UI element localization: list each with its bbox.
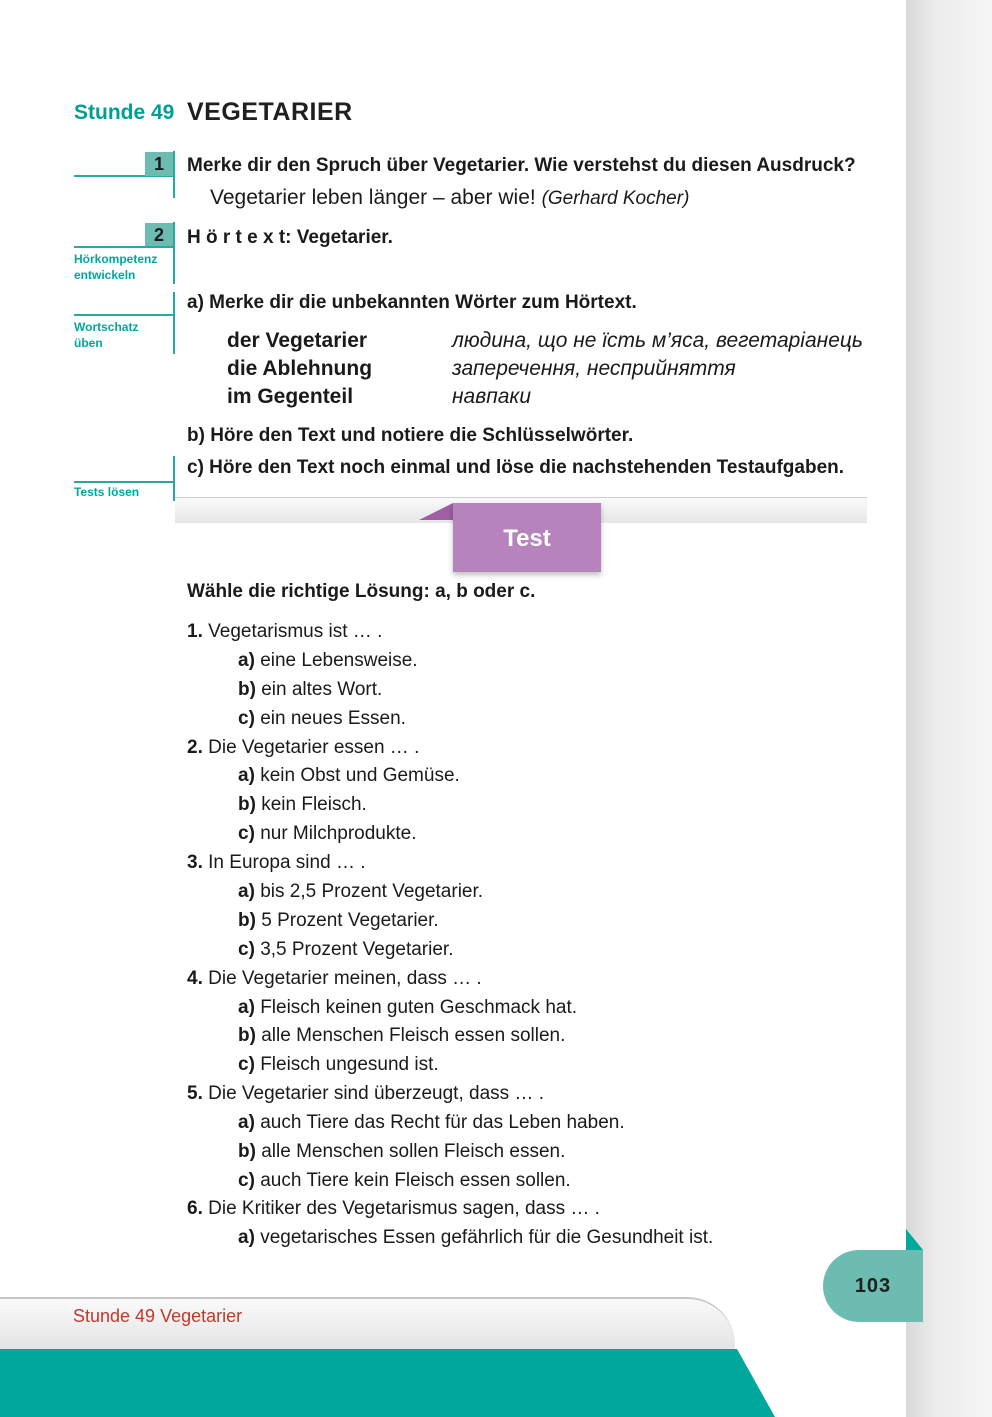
answer-option [238,1025,565,1047]
option-letter: b) [238,794,256,815]
option-letter: c) [238,1054,255,1075]
answer-option [238,881,483,903]
option-text: nur Milchprodukte. [260,823,417,844]
sidebar-vline-3 [173,292,175,354]
answer-option [238,910,439,932]
vocab-translation: навпаки [452,385,532,408]
option-text: ein altes Wort. [261,679,383,700]
answer-option [238,679,382,701]
option-text: alle Menschen Fleisch essen sollen. [261,1025,566,1046]
option-letter: c) [238,939,255,960]
option-text: Fleisch ungesund ist. [260,1054,439,1075]
option-text: 3,5 Prozent Vegetarier. [260,939,454,960]
page-edge-shadow [906,0,992,1417]
option-text: eine Lebensweise. [260,650,418,671]
option-letter: b) [238,1025,256,1046]
question-number: 2. [187,737,203,758]
option-letter: c) [238,1170,255,1191]
task2-a-instruction: a) Merke dir die unbekannten Wörter zum Hörtext. [187,292,637,313]
page-number-badge [823,1250,923,1322]
question-text: Die Vegetarier meinen, dass … . [208,968,482,989]
quote-text: Vegetarier leben länger – aber wie! [210,186,536,209]
lesson-label: Stunde 49 [74,101,175,124]
question-1 [187,621,382,643]
skill-vocab-line-2: üben [74,336,103,350]
page-title: VEGETARIER [187,98,353,126]
answer-option [238,1227,713,1249]
answer-option [238,1054,439,1076]
option-text: vegetarisches Essen gefährlich für die Gesundheit ist. [260,1227,714,1248]
option-letter: b) [238,910,256,931]
answer-option [238,997,577,1019]
option-letter: a) [238,881,255,902]
answer-option [238,708,406,730]
vocab-word: die Ablehnung [227,357,373,380]
option-letter: a) [238,997,255,1018]
vocab-word: im Gegenteil [227,385,354,408]
page-number: 103 [823,1250,923,1322]
test-tab-fold [419,503,453,520]
task1-quote [210,186,689,210]
answer-option [238,939,453,961]
question-number: 3. [187,852,203,873]
skill-listening-line-2: entwickeln [74,268,136,282]
answer-option [238,1170,571,1192]
exercise-number-1: 1 [145,152,173,176]
option-text: auch Tiere kein Fleisch essen sollen. [260,1170,571,1191]
option-text: alle Menschen sollen Fleisch essen. [261,1141,566,1162]
answer-option [238,794,367,816]
sidebar-vline-1 [173,151,175,198]
option-text: kein Obst und Gemüse. [260,765,460,786]
sidebar-vline-4 [173,456,175,501]
option-letter: b) [238,1141,256,1162]
test-tab: Test [453,503,601,572]
test-instruction: Wähle die richtige Lösung: a, b oder c. [187,581,536,602]
vocab-word: der Vegetarier [227,329,368,352]
vocab-translation: людина, що не їсть м’яса, вегетаріанець [452,329,863,352]
answer-option [238,1112,625,1134]
quote-author: (Gerhard Kocher) [541,188,690,209]
sidebar-vline-2 [173,222,175,284]
question-3 [187,852,366,874]
task1-instruction: Merke dir den Spruch über Vegetarier. Wie verstehst du diesen Ausdruck? [187,155,856,176]
footer-teal-band [0,1349,775,1417]
skill-vocab-label [74,319,138,351]
question-number: 4. [187,968,203,989]
sidebar-rule-3 [74,314,175,316]
task2-c-instruction: c) Höre den Text noch einmal und löse die nachstehenden Testaufgaben. [187,457,845,478]
option-letter: c) [238,708,255,729]
question-5 [187,1083,544,1105]
page-corner-triangle [906,1229,923,1250]
option-text: auch Tiere das Recht für das Leben haben. [260,1112,625,1133]
option-letter: a) [238,1227,255,1248]
skill-vocab-line-1: Wortschatz [74,320,139,334]
question-text: Die Vegetarier essen … . [208,737,420,758]
option-letter: b) [238,679,256,700]
answer-option [238,650,418,672]
skill-listening-line-1: Hörkompetenz [74,252,158,266]
sidebar-rule-4 [74,481,175,483]
option-letter: a) [238,765,255,786]
question-text: Die Kritiker des Vegetarismus sagen, dass … . [208,1198,600,1219]
question-number: 5. [187,1083,203,1104]
option-text: 5 Prozent Vegetarier. [261,910,439,931]
sidebar-rule-2 [74,246,175,248]
question-number: 1. [187,621,203,642]
question-number: 6. [187,1198,203,1219]
question-2 [187,737,419,759]
option-letter: a) [238,1112,255,1133]
vocab-translation: заперечення, несприйняття [452,357,736,380]
question-text: In Europa sind … . [208,852,366,873]
answer-option [238,823,416,845]
question-6 [187,1198,600,1220]
option-text: kein Fleisch. [261,794,367,815]
option-text: ein neues Essen. [260,708,406,729]
answer-option [238,1141,565,1163]
option-letter: a) [238,650,255,671]
skill-listening-label [74,251,157,283]
skill-tests-label: Tests lösen [74,485,140,499]
footer-running-title: Stunde 49 Vegetarier [73,1306,243,1326]
answer-option [238,765,460,787]
task2-title: H ö r t e x t: Vegetarier. [187,227,393,248]
question-text: Vegetarismus ist … . [208,621,383,642]
exercise-number-2: 2 [145,223,173,247]
question-text: Die Vegetarier sind überzeugt, dass … . [208,1083,544,1104]
question-4 [187,968,482,990]
task2-b-instruction: b) Höre den Text und notiere die Schlüsselwörter. [187,425,634,446]
option-letter: c) [238,823,255,844]
option-text: bis 2,5 Prozent Vegetarier. [260,881,484,902]
option-text: Fleisch keinen guten Geschmack hat. [260,997,578,1018]
